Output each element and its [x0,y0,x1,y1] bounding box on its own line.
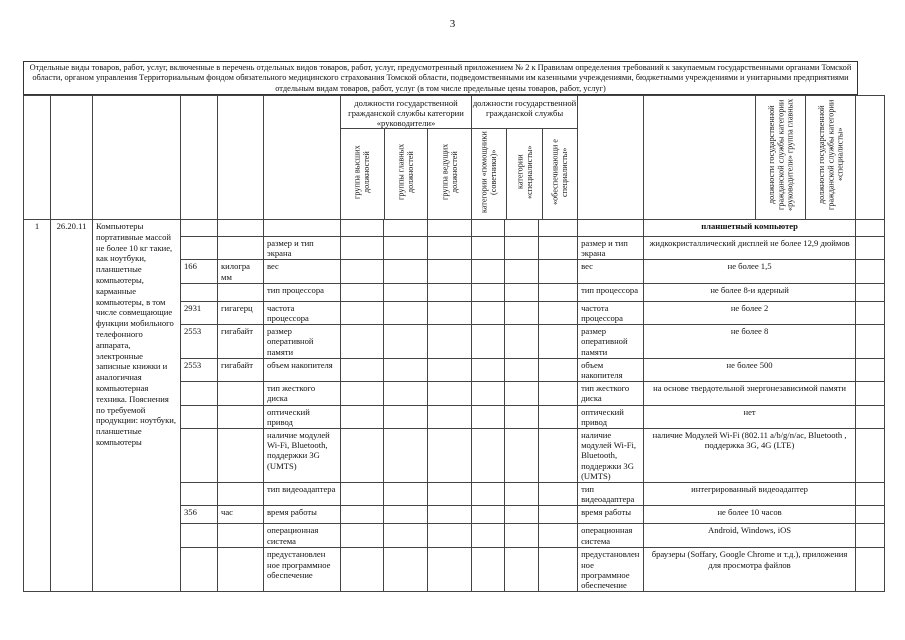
table-cell [181,405,218,428]
table-cell [181,429,218,483]
table-cell: гигабайт [218,358,264,381]
col-main: группы главных должностей [396,143,415,201]
item-number: 1 [24,220,51,592]
table-cell [181,483,218,506]
table-cell: браузеры (Soffary, Google Chrome и т.д.), приложения для просмотра файлов [644,548,856,592]
table-cell: оптический привод [264,405,341,428]
table-cell: интегрированный видеоадаптер [644,483,856,506]
table-cell: Android, Windows, iOS [644,524,856,548]
table-cell [181,548,218,592]
table-cell: размер оперативной памяти [578,325,644,359]
table-cell: наличие Модулей Wi-Fi (802.11 a/b/g/n/ac, Bluetooth , поддержка 3G, 4G (LTE) [644,429,856,483]
table-cell: 166 [181,260,218,283]
table-cell: время работы [578,506,644,524]
table-cell: не более 10 часов [644,506,856,524]
table-cell: на основе твердотельной энергонезависимой памяти [644,382,856,405]
item-row [24,220,885,237]
table-cell [218,548,264,592]
table-cell [181,283,218,301]
table-cell [181,237,218,260]
table-cell: предустановлен ное программное обеспечение [264,548,341,592]
table-cell: не более 8 [644,325,856,359]
requirements-table [23,95,885,592]
col-assistants: категории «помощники (советники)» [479,131,499,213]
table-cell: не более 1,5 [644,260,856,283]
table-cell: частота процессора [264,301,341,324]
item-name: Компьютеры портативные массой не более 10 кг такие, как ноутбуки, планшетные компьютеры, карманные компьютеры, в том числе совмещающие функции мобильного телефонного аппарата, электронные записные книжки и аналогичная компьютерная техника. Пояснения по требуемой продукции: ноутбуки, планшетные компьютеры [93,220,181,592]
table-cell: операционная система [264,524,341,548]
table-cell: нет [644,405,856,428]
table-cell [218,429,264,483]
table-cell [218,483,264,506]
table-cell: тип видеоадаптера [264,483,341,506]
table-cell: вес [578,260,644,283]
table-cell: частота процессора [578,301,644,324]
table-cell: тип жесткого диска [264,382,341,405]
table-cell: оптический привод [578,405,644,428]
col-specialists: категории «специалисты» [515,145,534,199]
table-cell [218,237,264,260]
table-cell: час [218,506,264,524]
table-cell [218,524,264,548]
table-title: Отдельные виды товаров, работ, услуг, включенные в перечень отдельных видов товаров, работ, услуг, предусмотренный приложением № 2 к Правилам определения требований к закупаемым государственными органами Томской области, органом управления Территориальным фондом обязательного медицинского страхования Томской области, подведомственными им казенными учреждениями, бюджетными учреждениями и унитарными предприятиями отдельным видам товаров, работ, услуг (в том числе предельные цены товаров, работ, услуг) [23,61,858,95]
table-cell: 2553 [181,325,218,359]
group-leaders-heading: должности государственной гражданской службы категории «руководители» [341,96,471,129]
table-cell [181,382,218,405]
table-cell: объем накопителя [578,358,644,381]
group-civil-heading: должности государственной гражданской службы [472,96,577,129]
table-cell [218,283,264,301]
table-cell: 356 [181,506,218,524]
table-cell: килогра мм [218,260,264,283]
right-heading: планшетный компьютер [644,220,856,237]
table-cell: объем накопителя [264,358,341,381]
table-cell: гигагерц [218,301,264,324]
header-row [24,96,885,220]
table-cell: 2931 [181,301,218,324]
table-cell: наличие модулей Wi-Fi, Bluetooth, поддержки 3G (UMTS) [578,429,644,483]
table-cell: наличие модулей Wi-Fi, Bluetooth, поддержки 3G (UMTS) [264,429,341,483]
item-code: 26.20.11 [51,220,93,592]
table-cell: тип видеоадаптера [578,483,644,506]
table-cell [181,524,218,548]
table-cell: тип жесткого диска [578,382,644,405]
col-right-specialists: должности государственной гражданской службы категории «специалисты» [816,99,845,210]
char-cell-2: размер и тип экрана [578,237,644,260]
char-cell: размер и тип экрана [264,237,341,260]
table-cell: не более 8-и ядерный [644,283,856,301]
table-cell [218,382,264,405]
table-cell [218,405,264,428]
table-cell: тип процессора [578,283,644,301]
table-cell: время работы [264,506,341,524]
table-cell: не более 500 [644,358,856,381]
table-cell: вес [264,260,341,283]
col-support: «обеспечивающи е специалисты» [550,139,569,205]
page-number: 3 [449,18,456,30]
col-right-leaders: должности государственной гражданской службы категории «руководители» группа главных [766,98,795,211]
col-highest: группа высших должностей [352,145,372,199]
table-cell: не более 2 [644,301,856,324]
table-cell: операционная система [578,524,644,548]
col-leading: группа ведущих должностей [440,143,459,201]
table-cell: размер оперативной памяти [264,325,341,359]
table-cell: предустановлен ное программное обеспечение [578,548,644,592]
value-cell: жидкокристаллический дисплей не более 12,9 дюймов [644,237,856,260]
table-cell: гигабайт [218,325,264,359]
table-cell: тип процессора [264,283,341,301]
table-cell: 2553 [181,358,218,381]
